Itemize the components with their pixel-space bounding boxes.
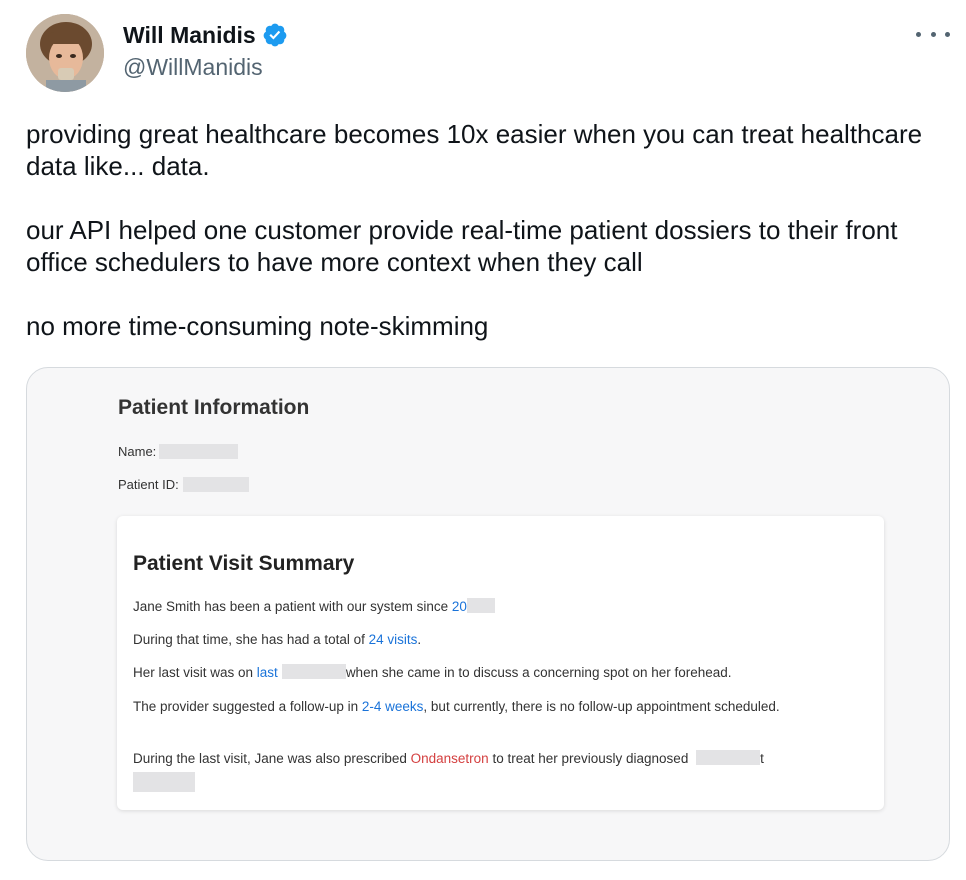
avatar-photo-icon: [26, 14, 104, 92]
summary-text: , but currently, there is no follow-up appointment scheduled.: [423, 699, 780, 714]
highlight-last: last: [256, 665, 278, 680]
author-handle[interactable]: @WillManidis: [123, 54, 263, 80]
summary-text: The provider suggested a follow-up in: [133, 699, 362, 714]
patient-info-title: Patient Information: [118, 396, 310, 419]
summary-line-last-visit: [133, 664, 833, 682]
summary-text: to treat her previously diagnosed: [488, 751, 693, 766]
summary-text: During the last visit, Jane was also prescribed: [133, 751, 411, 766]
highlight-visits: 24 visits: [368, 632, 418, 647]
redacted-date: [282, 664, 346, 679]
visit-summary-title: Patient Visit Summary: [133, 552, 355, 575]
summary-text: .: [417, 632, 422, 647]
redacted-diagnosis: [696, 750, 760, 765]
more-dot-icon: [931, 32, 936, 37]
summary-text: t: [760, 751, 764, 766]
summary-text: Jane Smith has been a patient with our system since: [133, 599, 452, 614]
redacted-year: [467, 598, 495, 613]
more-dot-icon: [916, 32, 921, 37]
patient-name-row: [118, 444, 238, 459]
summary-line-follow-up: [133, 698, 833, 716]
patient-name-label: Name:: [118, 444, 157, 459]
redacted-id: [183, 477, 249, 492]
avatar[interactable]: [26, 14, 104, 92]
tweet-paragraph: our API helped one customer provide real-time patient dossiers to their front office schedulers to have more context when they call: [26, 215, 898, 277]
tweet-paragraph: no more time-consuming note-skimming: [26, 311, 489, 341]
patient-id-label: Patient ID:: [118, 477, 179, 492]
summary-line-visits: [133, 631, 833, 649]
redacted-diagnosis-cont: [133, 772, 195, 792]
highlight-weeks: 2-4 weeks: [361, 699, 424, 714]
tweet-text: [26, 118, 946, 342]
author-name[interactable]: Will Manidis: [123, 21, 256, 48]
highlight-drug: Ondansetron: [410, 751, 489, 766]
visit-summary-card: [117, 516, 884, 810]
media-image[interactable]: [26, 367, 950, 861]
author-name-row: [123, 20, 288, 50]
more-options-button[interactable]: [916, 24, 950, 44]
highlight-year: 20: [451, 599, 467, 614]
summary-line-prescription: [133, 750, 833, 797]
verified-badge-icon: [262, 22, 288, 48]
summary-text: Her last visit was on: [133, 665, 257, 680]
more-dot-icon: [945, 32, 950, 37]
summary-text: when she came in to discuss a concerning spot on her forehead.: [345, 665, 732, 680]
summary-text: During that time, she has had a total of: [133, 632, 369, 647]
tweet-paragraph: providing great healthcare becomes 10x easier when you can treat healthcare data like... data.: [26, 119, 923, 181]
summary-line-since: [133, 598, 833, 616]
redacted-name: [159, 444, 238, 459]
patient-id-row: [118, 477, 249, 492]
